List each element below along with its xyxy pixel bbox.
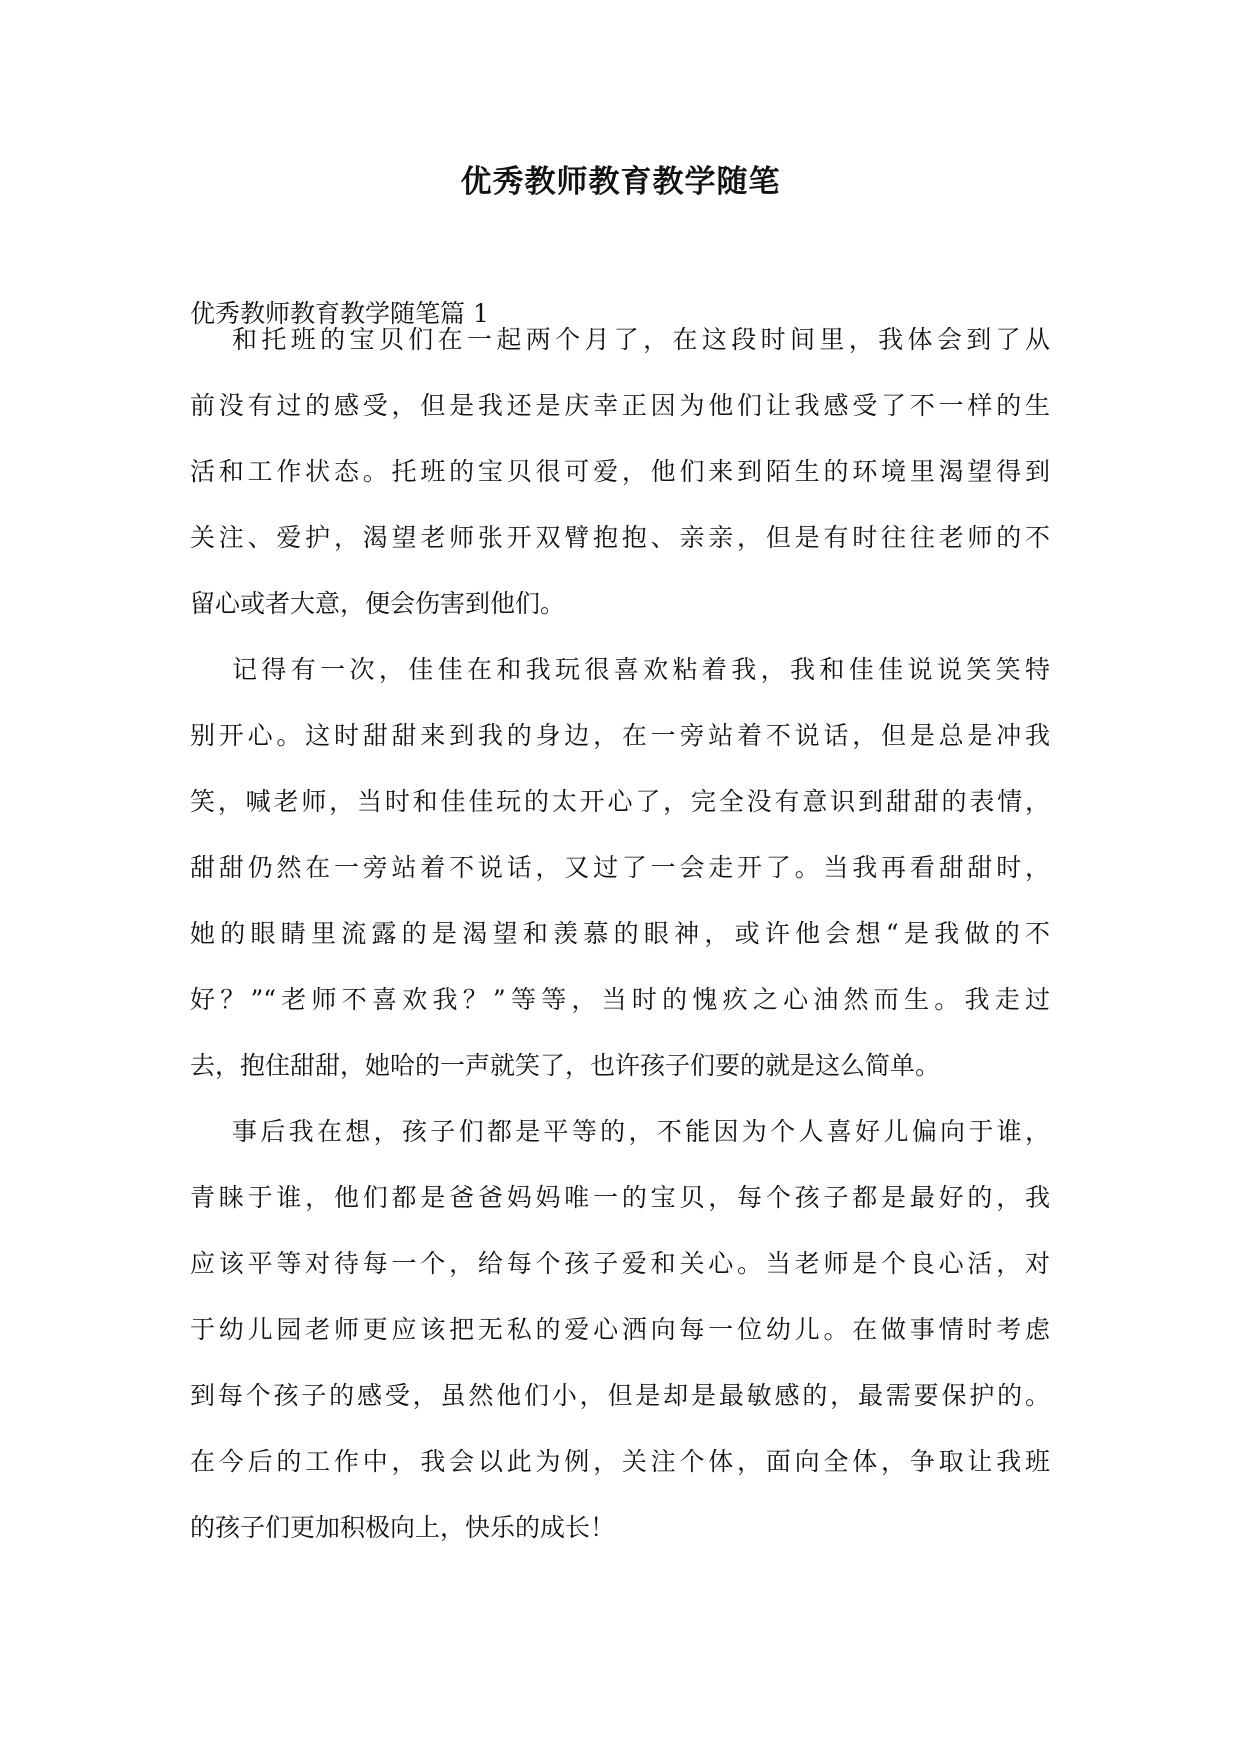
- paragraph-line: 关注、爱护，渴望老师张开双臂抱抱、亲亲，但是有时往往老师的不: [190, 523, 1050, 552]
- paragraph-3: [190, 1112, 1050, 1574]
- paragraph-line: 留心或者大意，便会伤害到他们。: [190, 589, 566, 618]
- paragraph-line: 记得有一次，佳佳在和我玩很喜欢粘着我，我和佳佳说说笑笑特: [232, 655, 1050, 684]
- paragraph-line: 甜甜仍然在一旁站着不说话，又过了一会走开了。当我再看甜甜时，: [190, 853, 1050, 882]
- document-title: 优秀教师教育教学随笔: [460, 164, 781, 200]
- paragraph-line: 的孩子们更加积极向上，快乐的成长！: [190, 1513, 616, 1542]
- paragraph-line: 青睐于谁，他们都是爸爸妈妈唯一的宝贝，每个孩子都是最好的，我: [190, 1183, 1050, 1212]
- paragraph-line: 在今后的工作中，我会以此为例，关注个体，面向全体，争取让我班: [190, 1447, 1050, 1476]
- paragraph-2: [190, 650, 1050, 1112]
- paragraph-line: 去，抱住甜甜，她哈的一声就笑了，也许孩子们要的就是这么简单。: [190, 1051, 941, 1080]
- paragraph-line: 和托班的宝贝们在一起两个月了，在这段时间里，我体会到了从: [232, 325, 1050, 354]
- paragraph-1: [190, 320, 1050, 650]
- paragraph-line: 笑，喊老师，当时和佳佳玩的太开心了，完全没有意识到甜甜的表情，: [190, 787, 1050, 816]
- paragraph-line: 于幼儿园老师更应该把无私的爱心洒向每一位幼儿。在做事情时考虑: [190, 1315, 1050, 1344]
- paragraph-line: 前没有过的感受，但是我还是庆幸正因为他们让我感受了不一样的生: [190, 391, 1050, 420]
- paragraph-line: 到每个孩子的感受，虽然他们小，但是却是最敏感的，最需要保护的。: [190, 1381, 1050, 1410]
- section-heading: 优秀教师教育教学随笔篇 1: [190, 299, 489, 328]
- paragraph-line: 应该平等对待每一个，给每个孩子爱和关心。当老师是个良心活，对: [190, 1249, 1050, 1278]
- paragraph-line: 活和工作状态。托班的宝贝很可爱，他们来到陌生的环境里渴望得到: [190, 457, 1050, 486]
- paragraph-line: 别开心。这时甜甜来到我的身边，在一旁站着不说话，但是总是冲我: [190, 721, 1050, 750]
- paragraph-line: 她的眼睛里流露的是渴望和羡慕的眼神，或许他会想“是我做的不: [190, 919, 1050, 948]
- paragraph-line: 好？”“老师不喜欢我？”等等，当时的愧疚之心油然而生。我走过: [190, 985, 1050, 1014]
- paragraph-line: 事后我在想，孩子们都是平等的，不能因为个人喜好儿偏向于谁，: [232, 1117, 1050, 1146]
